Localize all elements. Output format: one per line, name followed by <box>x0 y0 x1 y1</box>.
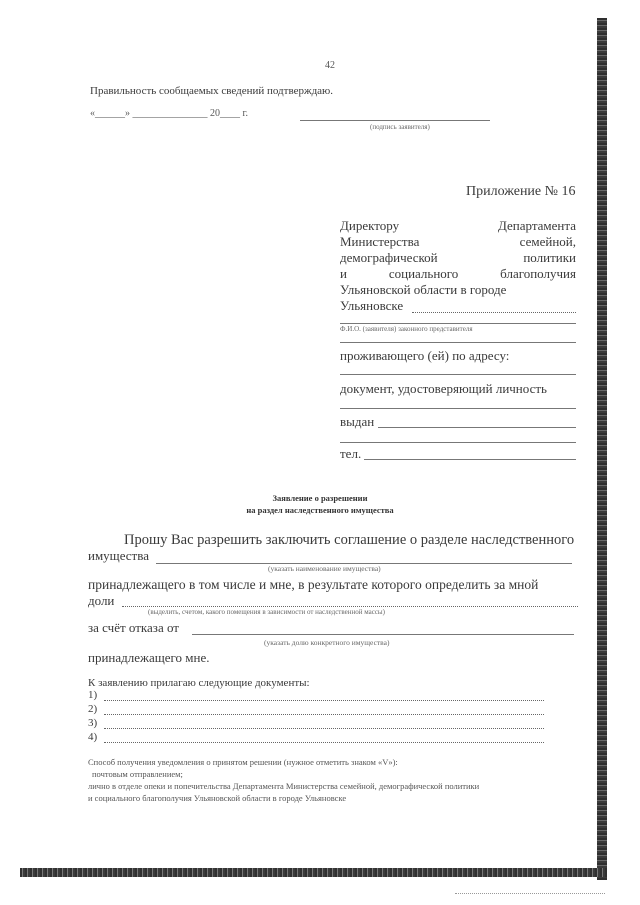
id-document-label: документ, удостоверяющий личность <box>340 381 547 396</box>
addressee-social: социального <box>388 266 459 281</box>
issued-line-2 <box>340 442 576 443</box>
share-line <box>122 606 578 607</box>
addressee-family: семейной, <box>519 234 576 249</box>
confirm-text: Правильность сообщаемых сведений подтверждаю. <box>90 85 334 97</box>
attachment-2-line <box>104 714 544 715</box>
attachment-4-number: 4) <box>88 731 98 743</box>
addressee-welfare: благополучия <box>500 266 576 281</box>
addressee-city: Ульяновске <box>340 298 404 313</box>
attachment-3-number: 3) <box>88 717 98 729</box>
addressee-and: и <box>340 266 347 281</box>
addressee-row-3 <box>340 250 576 266</box>
notification-option-inperson: лично в отделе опеки и попечительства Департамента Министерства семейной, демографической политики <box>88 781 480 791</box>
addressee-department: Департамента <box>497 218 576 233</box>
notification-option-inperson-cont: и социального благополучия Ульяновской области в городе Ульяновске <box>88 793 347 803</box>
waiver-label: за счёт отказа от <box>88 620 179 635</box>
waiver-line <box>192 634 574 635</box>
addressee-demographic: демографической <box>340 250 438 265</box>
addressee-policy: политики <box>523 250 576 265</box>
issued-label: выдан <box>340 414 375 429</box>
document-title: Заявление о разрешении <box>272 493 368 503</box>
signature-line <box>300 120 490 121</box>
attachment-4-line <box>104 742 544 743</box>
fio-caption: Ф.И.О. (заявителя) законного представителя <box>340 325 473 333</box>
fio-line-2 <box>340 342 576 343</box>
id-document-line <box>340 408 576 409</box>
notification-option-mail: почтовым отправлением; <box>92 769 183 779</box>
request-text-4: принадлежащего мне. <box>88 650 210 665</box>
fio-line-1 <box>340 323 576 324</box>
attachment-1-line <box>104 700 544 701</box>
attachments-heading: К заявлению прилагаю следующие документы: <box>88 677 310 689</box>
issued-line <box>378 427 576 428</box>
share-label: доли <box>88 593 115 608</box>
addressee-director: Директору <box>340 218 400 233</box>
phone-label: тел. <box>340 446 362 461</box>
request-text-1: Прошу Вас разрешить заключить соглашение о разделе наследственного <box>124 532 575 548</box>
address-line <box>340 374 576 375</box>
addressee-city-line <box>412 312 576 313</box>
scan-edge-bottom-faint <box>455 893 605 895</box>
addressee-row-4 <box>340 266 576 282</box>
share-caption: (выделить, счетом, какого помещения в зависимости от наследственной массы) <box>148 608 385 616</box>
property-caption: (указать наименование имущества) <box>268 564 381 573</box>
attachment-1-number: 1) <box>88 689 98 701</box>
property-label: имущества <box>88 548 149 563</box>
page-number: 42 <box>325 60 335 71</box>
request-text-2: принадлежащего в том числе и мне, в результате которого определить за мной <box>88 577 539 592</box>
addressee-ministry: Министерства <box>340 234 420 249</box>
waiver-caption: (указать долю конкретного имущества) <box>264 638 390 647</box>
scan-edge-bottom <box>20 868 607 877</box>
residing-label: проживающего (ей) по адресу: <box>340 348 510 363</box>
appendix-label: Приложение № 16 <box>466 184 576 199</box>
document-subtitle: на раздел наследственного имущества <box>246 505 394 515</box>
attachment-2-number: 2) <box>88 703 98 715</box>
addressee-region: Ульяновской области в городе <box>340 282 507 297</box>
signature-caption: (подпись заявителя) <box>370 123 430 131</box>
addressee-row-2 <box>340 234 576 250</box>
attachment-3-line <box>104 728 544 729</box>
addressee-row-1 <box>340 218 576 234</box>
notification-method-heading: Способ получения уведомления о принятом решении (нужное отметить знаком «V»): <box>88 757 398 767</box>
phone-line <box>364 459 576 460</box>
date-line: «______» _______________ 20____ г. <box>90 108 248 119</box>
scan-edge-right <box>597 18 607 880</box>
